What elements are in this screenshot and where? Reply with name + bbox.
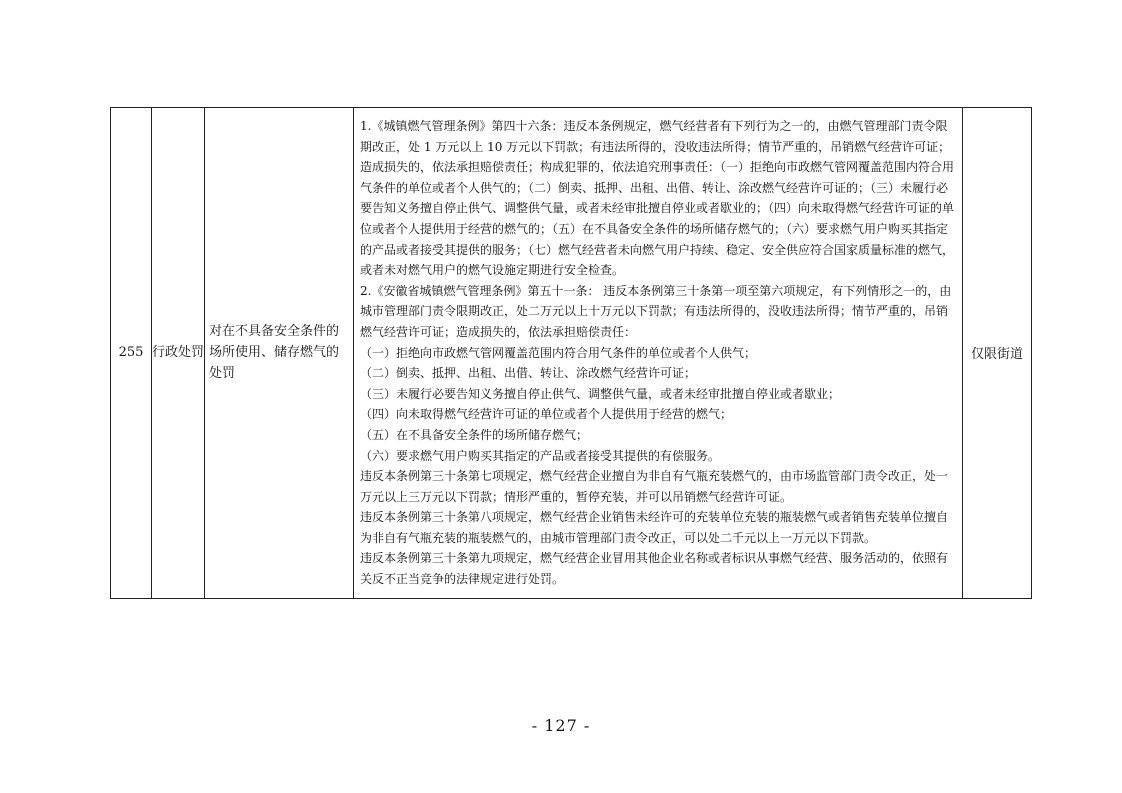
note-cell: 仅限街道 <box>963 108 1032 599</box>
basis-paragraph-5: 违反本条例第三十条第九项规定，燃气经营企业冒用其他企业名称或者标识从事燃气经营、服务活动的，依照有关反不正当竞争的法律规定进行处罚。 <box>360 551 949 587</box>
page-number: - 127 - <box>531 716 591 735</box>
basis-paragraph-4: 违反本条例第三十条第八项规定，燃气经营企业销售未经许可的充装单位充装的瓶装燃气或者销售充装单位擅自为非自有气瓶充装的瓶装燃气的，由城市管理部门责令改正，可以处二千元以上一万元以下罚款。 <box>360 510 949 545</box>
basis-clause-2: （二）倒卖、抵押、出租、出借、转让、涂改燃气经营许可证； <box>360 366 697 381</box>
basis-paragraph-2: 2.《安徽省城镇燃气管理条例》第五十一条： 违反本条例第三十条第一项至第六项规定，有下列情形之一的，由城市管理部门责令限期改正，处二万元以上十万元以下罚款；有违法所得的，没收违法所得；情节严重的，吊销燃气经营许可证；造成损失的，依法承担赔偿责任： <box>360 283 952 339</box>
basis-clause-3: （三）未履行必要告知义务擅自停止供气、调整供气量，或者未经审批擅自停业或者歇业； <box>360 386 841 401</box>
basis-clause-6: （六）要求燃气用户购买其指定的产品或者接受其提供的有偿服务。 <box>360 448 721 463</box>
penalty-item-cell <box>205 108 354 599</box>
table-row <box>111 108 1032 599</box>
basis-clause-1: （一）拒绝向市政燃气管网覆盖范围内符合用气条件的单位或者个人供气； <box>360 345 757 360</box>
basis-paragraph-3: 违反本条例第三十条第七项规定，燃气经营企业擅自为非自有气瓶充装燃气的，由市场监管部门责令改正，处一万元以上三万元以下罚款；情形严重的，暂停充装，并可以吊销燃气经营许可证。 <box>360 469 949 504</box>
penalty-type-cell <box>152 108 205 599</box>
row-number-cell: 255 <box>111 108 152 599</box>
basis-paragraph-1: 1.《城镇燃气管理条例》第四十六条：违反本条例规定，燃气经营者有下列行为之一的，由燃气管理部门责令限期改正，处 1 万元以上 10 万元以下罚款；有违法所得的，没收违法所得；情节严重的，吊销燃气经营许可证；造成损失的，依法承担赔偿责任；构成犯罪的，依法追究刑事责任：（一）拒绝向市政燃气管网覆盖范围内符合用气条件的单位或者个人供气的；（二）倒卖、抵押、出租、出借、转让、涂改燃气经营许可证的；（三）未履行必要告知义务擅自停止供气、调整供气量，或者未经审批擅自停业或者歇业的；（四）向未取得燃气经营许可证的单位或者个人提供用于经营的燃气的；（五）在不具备安全条件的场所储存燃气的；（六）要求燃气用户购买其指定的产品或者接受其提供的服务；（七）燃气经营者未向燃气用户持续、稳定、安全供应符合国家质量标准的燃气，或者未对燃气用户的燃气设施定期进行安全检查。 <box>360 119 955 278</box>
penalty-item: 对在不具备安全条件的场所使用、储存燃气的处罚 <box>209 324 340 382</box>
basis-clause-4: （四）向未取得燃气经营许可证的单位或者个人提供用于经营的燃气； <box>360 407 733 422</box>
penalty-type: 行政处罚 <box>152 345 205 361</box>
regulation-table <box>110 107 1032 599</box>
basis-clause-5: （五）在不具备安全条件的场所储存燃气； <box>360 427 589 442</box>
legal-basis-cell <box>354 108 963 599</box>
